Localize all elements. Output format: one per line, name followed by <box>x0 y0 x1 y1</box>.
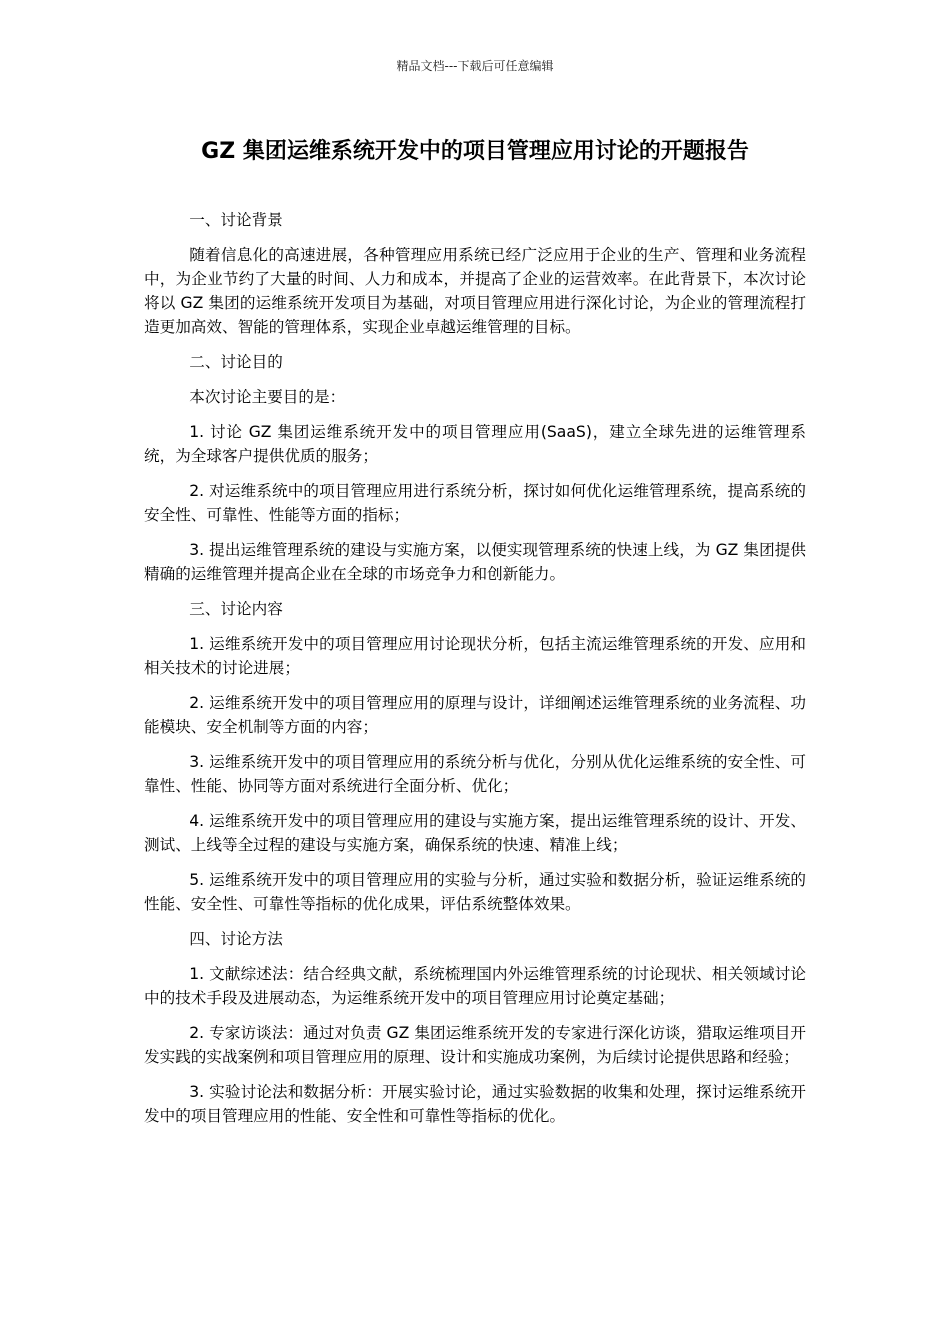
method-item: 1. 文献综述法：结合经典文献，系统梳理国内外运维管理系统的讨论现状、相关领域讨论中的技术手段及进展动态，为运维系统开发中的项目管理应用讨论奠定基础； <box>144 965 806 1007</box>
content-item: 4. 运维系统开发中的项目管理应用的建设与实施方案，提出运维管理系统的设计、开发、测试、上线等全过程的建设与实施方案，确保系统的快速、精准上线； <box>144 812 806 854</box>
content-item: 1. 运维系统开发中的项目管理应用讨论现状分析，包括主流运维管理系统的开发、应用和相关技术的讨论进展； <box>144 635 806 677</box>
purpose-item: 3. 提出运维管理系统的建设与实施方案，以便实现管理系统的快速上线，为 GZ 集团提供精确的运维管理并提高企业在全球的市场竞争力和创新能力。 <box>144 541 806 583</box>
background-paragraph: 随着信息化的高速进展，各种管理应用系统已经广泛应用于企业的生产、管理和业务流程中，为企业节约了大量的时间、人力和成本，并提高了企业的运营效率。在此背景下，本次讨论将以 GZ 集团的运维系统开发项目为基础，对项目管理应用进行深化讨论，为企业的管理流程打造更加高效、智能的管理体系，实现企业卓越运维管理的目标。 <box>144 246 806 336</box>
header-note: 精品文档---下载后可任意编辑 <box>396 59 554 73</box>
content-item: 3. 运维系统开发中的项目管理应用的系统分析与优化，分别从优化运维系统的安全性、可靠性、性能、协同等方面对系统进行全面分析、优化； <box>144 753 806 795</box>
purpose-item: 2. 对运维系统中的项目管理应用进行系统分析，探讨如何优化运维管理系统，提高系统的安全性、可靠性、性能等方面的指标； <box>144 482 806 524</box>
content-item: 2. 运维系统开发中的项目管理应用的原理与设计，详细阐述运维管理系统的业务流程、功能模块、安全机制等方面的内容； <box>144 694 806 736</box>
document-title: GZ 集团运维系统开发中的项目管理应用讨论的开题报告 <box>201 139 749 164</box>
section-heading-content: 三、讨论内容 <box>189 600 283 618</box>
section-heading-purpose: 二、讨论目的 <box>189 353 283 371</box>
method-item: 3. 实验讨论法和数据分析：开展实验讨论，通过实验数据的收集和处理，探讨运维系统开发中的项目管理应用的性能、安全性和可靠性等指标的优化。 <box>144 1083 806 1125</box>
section-heading-methods: 四、讨论方法 <box>189 930 283 948</box>
method-item: 2. 专家访谈法：通过对负责 GZ 集团运维系统开发的专家进行深化访谈，猎取运维项目开发实践的实战案例和项目管理应用的原理、设计和实施成功案例，为后续讨论提供思路和经验； <box>144 1024 806 1066</box>
purpose-item: 1. 讨论 GZ 集团运维系统开发中的项目管理应用(SaaS)，建立全球先进的运维管理系统，为全球客户提供优质的服务； <box>144 423 806 465</box>
content-item: 5. 运维系统开发中的项目管理应用的实验与分析，通过实验和数据分析，验证运维系统的性能、安全性、可靠性等指标的优化成果，评估系统整体效果。 <box>144 871 806 913</box>
document-body <box>144 208 806 1139</box>
section-heading-background: 一、讨论背景 <box>189 211 283 229</box>
purpose-intro: 本次讨论主要目的是： <box>189 388 346 406</box>
